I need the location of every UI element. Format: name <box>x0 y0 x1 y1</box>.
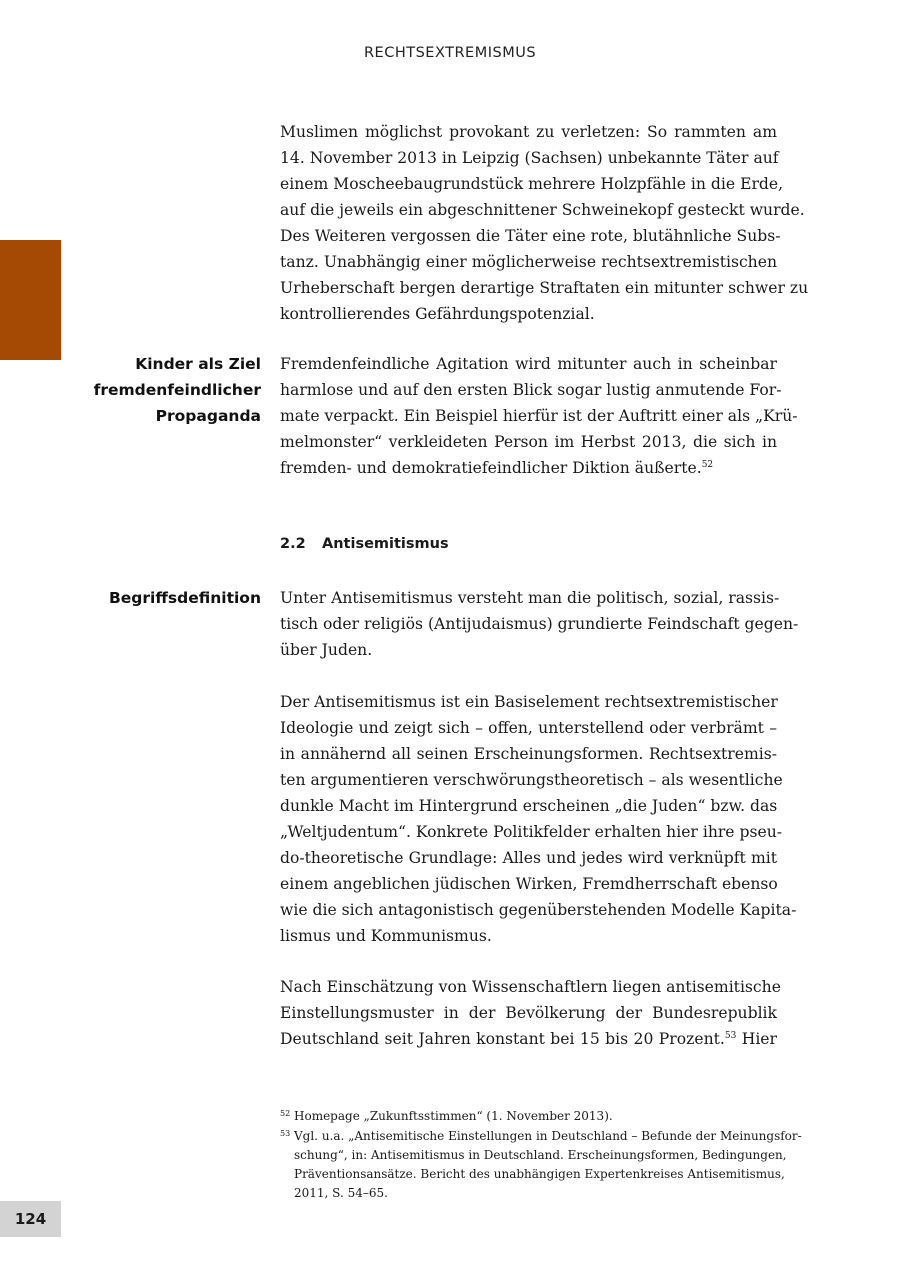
text-line: ten argumentieren verschwörungstheoretisch – als wesentliche <box>280 771 783 789</box>
footnote-line <box>280 1146 787 1165</box>
text-line: mate verpackt. Ein Beispiel hierfür ist der Auftritt einer als „Krü- <box>280 407 798 425</box>
body-paragraph <box>280 974 781 1052</box>
margin-heading-kinder <box>94 351 261 429</box>
text-line: Einstellungsmuster in der Bevölkerung der Bundesrepublik <box>280 1004 777 1022</box>
text-line: dunkle Macht im Hintergrund erscheinen „die Juden“ bzw. das <box>280 797 778 815</box>
text: Hier <box>741 1030 777 1048</box>
text: Präventionsansätze. Bericht des unabhängigen Expertenkreises Antisemitismus, <box>294 1167 785 1181</box>
text-line: melmonster“ verkleideten Person im Herbst 2013, die sich in <box>280 433 777 451</box>
footnote-ref[interactable]: 53 <box>724 1030 737 1041</box>
margin-heading-begriff <box>109 585 261 611</box>
text-line: tisch oder religiös (Antijudaismus) grundierte Feindschaft gegen- <box>280 615 799 633</box>
section-heading <box>280 536 449 552</box>
text: Vgl. u.a. „Antisemitische Einstellungen in Deutschland – Befunde der Meinungsfor- <box>294 1129 802 1143</box>
footnote <box>280 1127 802 1203</box>
text-line <box>280 1026 777 1052</box>
footnote-mark: 52 <box>280 1109 291 1118</box>
text: fremden- und demokratiefeindlicher Diktion äußerte. <box>280 459 702 477</box>
text-line: einem Moscheebaugrundstück mehrere Holzpfähle in die Erde, <box>280 175 784 193</box>
text-line: Muslimen möglichst provokant zu verletzen: So rammten am <box>280 123 777 141</box>
text-line: über Juden. <box>280 641 373 659</box>
text-line: auf die jeweils ein abgeschnittener Schweinekopf gesteckt wurde. <box>280 201 805 219</box>
footnote-line <box>280 1184 777 1203</box>
page-number: 124 <box>0 1201 61 1237</box>
margin-heading-line: fremdenfeindlicher <box>93 381 261 399</box>
footnote-line <box>280 1127 802 1146</box>
body-paragraph <box>280 585 799 663</box>
text: schung“, in: Antisemitismus in Deutschland. Erscheinungsformen, Bedingungen, <box>294 1148 787 1162</box>
text-line: Fremdenfeindliche Agitation wird mitunter auch in scheinbar <box>280 355 777 373</box>
footnote-line <box>280 1165 785 1184</box>
body-paragraph <box>280 119 809 327</box>
section-title: Antisemitismus <box>322 536 449 552</box>
text: Homepage „Zukunftsstimmen“ (1. November 2013). <box>294 1109 613 1123</box>
margin-heading-line: Propaganda <box>155 407 261 425</box>
text-line: lismus und Kommunismus. <box>280 927 492 945</box>
body-paragraph <box>280 689 797 949</box>
text-line: Nach Einschätzung von Wissenschaftlern liegen antisemitische <box>280 978 781 996</box>
running-header: RECHTSEXTREMISMUS <box>363 45 537 61</box>
text-line: kontrollierendes Gefährdungspotenzial. <box>280 305 595 323</box>
text: 2011, S. 54–65. <box>294 1186 388 1200</box>
text-line: do-theoretische Grundlage: Alles und jedes wird verknüpft mit <box>280 849 777 867</box>
footnote <box>280 1107 777 1126</box>
footnote-line <box>280 1107 777 1126</box>
text-line: in annähernd all seinen Erscheinungsformen. Rechtsextremis- <box>280 745 777 763</box>
footnote-ref[interactable]: 52 <box>701 459 714 470</box>
text-line: tanz. Unabhängig einer möglicherweise rechtsextremistischen <box>280 253 777 271</box>
text-line: „Weltjudentum“. Konkrete Politikfelder erhalten hier ihre pseu- <box>280 823 783 841</box>
margin-heading-line: Kinder als Ziel <box>135 355 261 373</box>
section-number: 2.2 <box>280 536 306 552</box>
text-line: einem angeblichen jüdischen Wirken, Fremdherrschaft ebenso <box>280 875 778 893</box>
text-line: Der Antisemitismus ist ein Basiselement rechtsextremistischer <box>280 693 778 711</box>
text-line: Ideologie und zeigt sich – offen, unterstellend oder verbrämt – <box>280 719 777 737</box>
text: Deutschland seit Jahren konstant bei 15 bis 20 Prozent. <box>280 1030 725 1048</box>
footnotes <box>280 1107 802 1204</box>
text-line: Urheberschaft bergen derartige Straftaten ein mitunter schwer zu <box>280 279 809 297</box>
text-line <box>280 455 777 481</box>
text-line: harmlose und auf den ersten Blick sogar lustig anmutende For- <box>280 381 782 399</box>
footnote-mark: 53 <box>280 1129 291 1138</box>
text-line: wie die sich antagonistisch gegenüberstehenden Modelle Kapita- <box>280 901 797 919</box>
text-line: 14. November 2013 in Leipzig (Sachsen) unbekannte Täter auf <box>280 149 779 167</box>
margin-heading-line: Begriffsdefinition <box>108 589 261 607</box>
text-line: Unter Antisemitismus versteht man die politisch, sozial, rassis- <box>280 589 780 607</box>
text-line: Des Weiteren vergossen die Täter eine rote, blutähnliche Subs- <box>280 227 781 245</box>
chapter-color-marker <box>0 240 61 360</box>
body-paragraph <box>280 351 798 481</box>
